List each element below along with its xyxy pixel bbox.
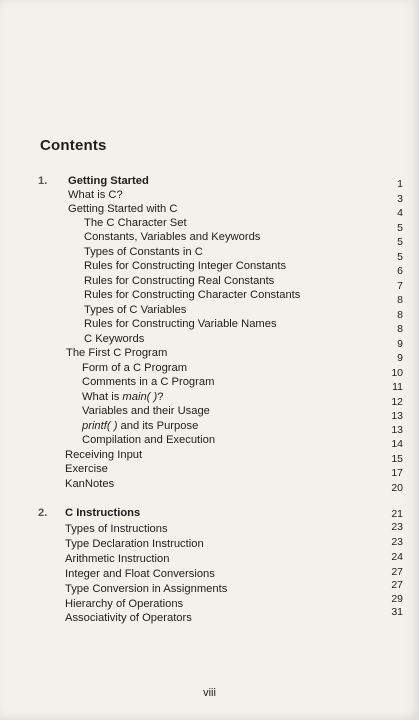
page-number: 10 xyxy=(391,367,403,379)
page-footer-number: viii xyxy=(203,687,216,699)
page-number: 1 xyxy=(397,178,403,190)
page-number: 7 xyxy=(397,280,403,292)
contents-heading: Contents xyxy=(40,137,107,154)
page-number: 8 xyxy=(397,323,403,335)
page-number: 23 xyxy=(391,521,403,533)
page-number: 29 xyxy=(391,593,403,605)
entry-title: Type Conversion in Assignments xyxy=(65,583,228,595)
page-number: 15 xyxy=(391,453,403,465)
toc-entry[interactable] xyxy=(0,522,419,537)
toc-entry[interactable] xyxy=(0,419,419,434)
chapter-title: C Instructions xyxy=(65,507,141,519)
page-number: 31 xyxy=(391,606,403,618)
page-number: 17 xyxy=(391,467,403,479)
entry-title-suffix: ? xyxy=(157,391,164,403)
page-number: 9 xyxy=(397,352,403,364)
page-number: 21 xyxy=(391,508,403,520)
toc-entry[interactable] xyxy=(0,245,419,263)
toc-entry[interactable] xyxy=(0,462,419,477)
entry-title: Comments in a C Program xyxy=(82,376,215,388)
page-number: 9 xyxy=(397,338,403,350)
page-number: 5 xyxy=(397,251,403,263)
entry-title: Associativity of Operators xyxy=(65,612,192,624)
entry-title: Arithmetic Instruction xyxy=(65,553,170,565)
toc-entry[interactable] xyxy=(0,361,419,379)
toc-entry[interactable] xyxy=(0,317,419,335)
chapter-number: 2. xyxy=(38,507,48,519)
chapter-number: 1. xyxy=(38,175,48,187)
entry-title: Integer and Float Conversions xyxy=(65,568,215,580)
toc-entry[interactable] xyxy=(0,477,419,492)
entry-title-suffix: and its Purpose xyxy=(117,420,199,432)
page-number: 27 xyxy=(391,566,403,578)
entry-title-code: printf( ) xyxy=(82,420,118,432)
toc-entry[interactable] xyxy=(0,259,419,277)
toc-entry[interactable] xyxy=(0,537,419,552)
toc-entry[interactable] xyxy=(0,552,419,567)
toc-entry[interactable] xyxy=(0,230,419,248)
page-number: 13 xyxy=(391,424,403,436)
entry-title-prefix: What is xyxy=(82,391,123,403)
page-number: 23 xyxy=(391,536,403,548)
toc-entry[interactable] xyxy=(0,346,419,364)
toc-entry[interactable] xyxy=(0,404,419,422)
toc-entry[interactable] xyxy=(0,448,419,463)
entry-title: Constants, Variables and Keywords xyxy=(84,231,261,243)
entry-title-code: main( ) xyxy=(122,391,158,403)
page-number: 5 xyxy=(397,222,403,234)
toc-entry[interactable] xyxy=(0,606,419,626)
entry-title: Rules for Constructing Integer Constants xyxy=(84,260,287,272)
page-number: 11 xyxy=(392,381,403,393)
entry-title: Rules for Constructing Character Constants xyxy=(84,289,301,301)
page-number: 12 xyxy=(391,396,403,408)
toc-entry[interactable] xyxy=(0,288,419,306)
entry-title: Receiving Input xyxy=(65,449,143,461)
entry-title: Types of Constants in C xyxy=(84,246,203,258)
page-number: 4 xyxy=(397,207,403,219)
chapter-1-row[interactable] xyxy=(0,174,419,189)
toc-entry[interactable] xyxy=(0,274,419,292)
entry-title: C Keywords xyxy=(84,333,145,345)
entry-title: Getting Started with C xyxy=(68,203,178,215)
page-number: 24 xyxy=(391,551,403,563)
toc-entry[interactable] xyxy=(0,390,419,408)
toc-entry[interactable] xyxy=(0,579,419,597)
page-number: 8 xyxy=(397,294,403,306)
entry-title: The First C Program xyxy=(66,347,168,359)
page-number: 14 xyxy=(391,438,403,450)
entry-title: Compilation and Execution xyxy=(82,434,216,446)
entry-title xyxy=(82,390,163,405)
entry-title: Rules for Constructing Variable Names xyxy=(84,318,277,330)
entry-title: Types of C Variables xyxy=(84,304,187,316)
toc-entry[interactable] xyxy=(0,433,419,448)
page-number: 8 xyxy=(397,309,403,321)
page-number: 27 xyxy=(391,579,403,591)
toc-entry[interactable] xyxy=(0,216,419,234)
page-number: 6 xyxy=(397,265,403,277)
entry-title: What is C? xyxy=(68,189,123,201)
entry-title: Variables and their Usage xyxy=(82,405,210,417)
toc-entry[interactable] xyxy=(0,332,419,350)
toc-entry[interactable] xyxy=(0,375,419,393)
page-number: 13 xyxy=(391,410,403,422)
entry-title: Hierarchy of Operations xyxy=(65,598,184,610)
toc-entry[interactable] xyxy=(0,567,419,582)
chapter-2-row[interactable] xyxy=(0,506,419,521)
page-number: 5 xyxy=(397,236,403,248)
page-number: 20 xyxy=(391,482,403,494)
entry-title: KanNotes xyxy=(65,478,115,490)
toc-entry[interactable] xyxy=(0,593,419,612)
entry-title: Rules for Constructing Real Constants xyxy=(84,275,275,287)
entry-title xyxy=(82,419,198,434)
entry-title: Exercise xyxy=(65,463,108,475)
chapter-title: Getting Started xyxy=(68,175,149,187)
entry-title: Form of a C Program xyxy=(82,362,188,374)
toc-entry[interactable] xyxy=(0,303,419,321)
toc-entry[interactable] xyxy=(0,188,419,203)
toc-entry[interactable] xyxy=(0,202,419,217)
entry-title: The C Character Set xyxy=(84,217,187,229)
entry-title: Types of Instructions xyxy=(65,523,168,535)
entry-title: Type Declaration Instruction xyxy=(65,538,204,550)
page-number: 3 xyxy=(397,193,403,205)
